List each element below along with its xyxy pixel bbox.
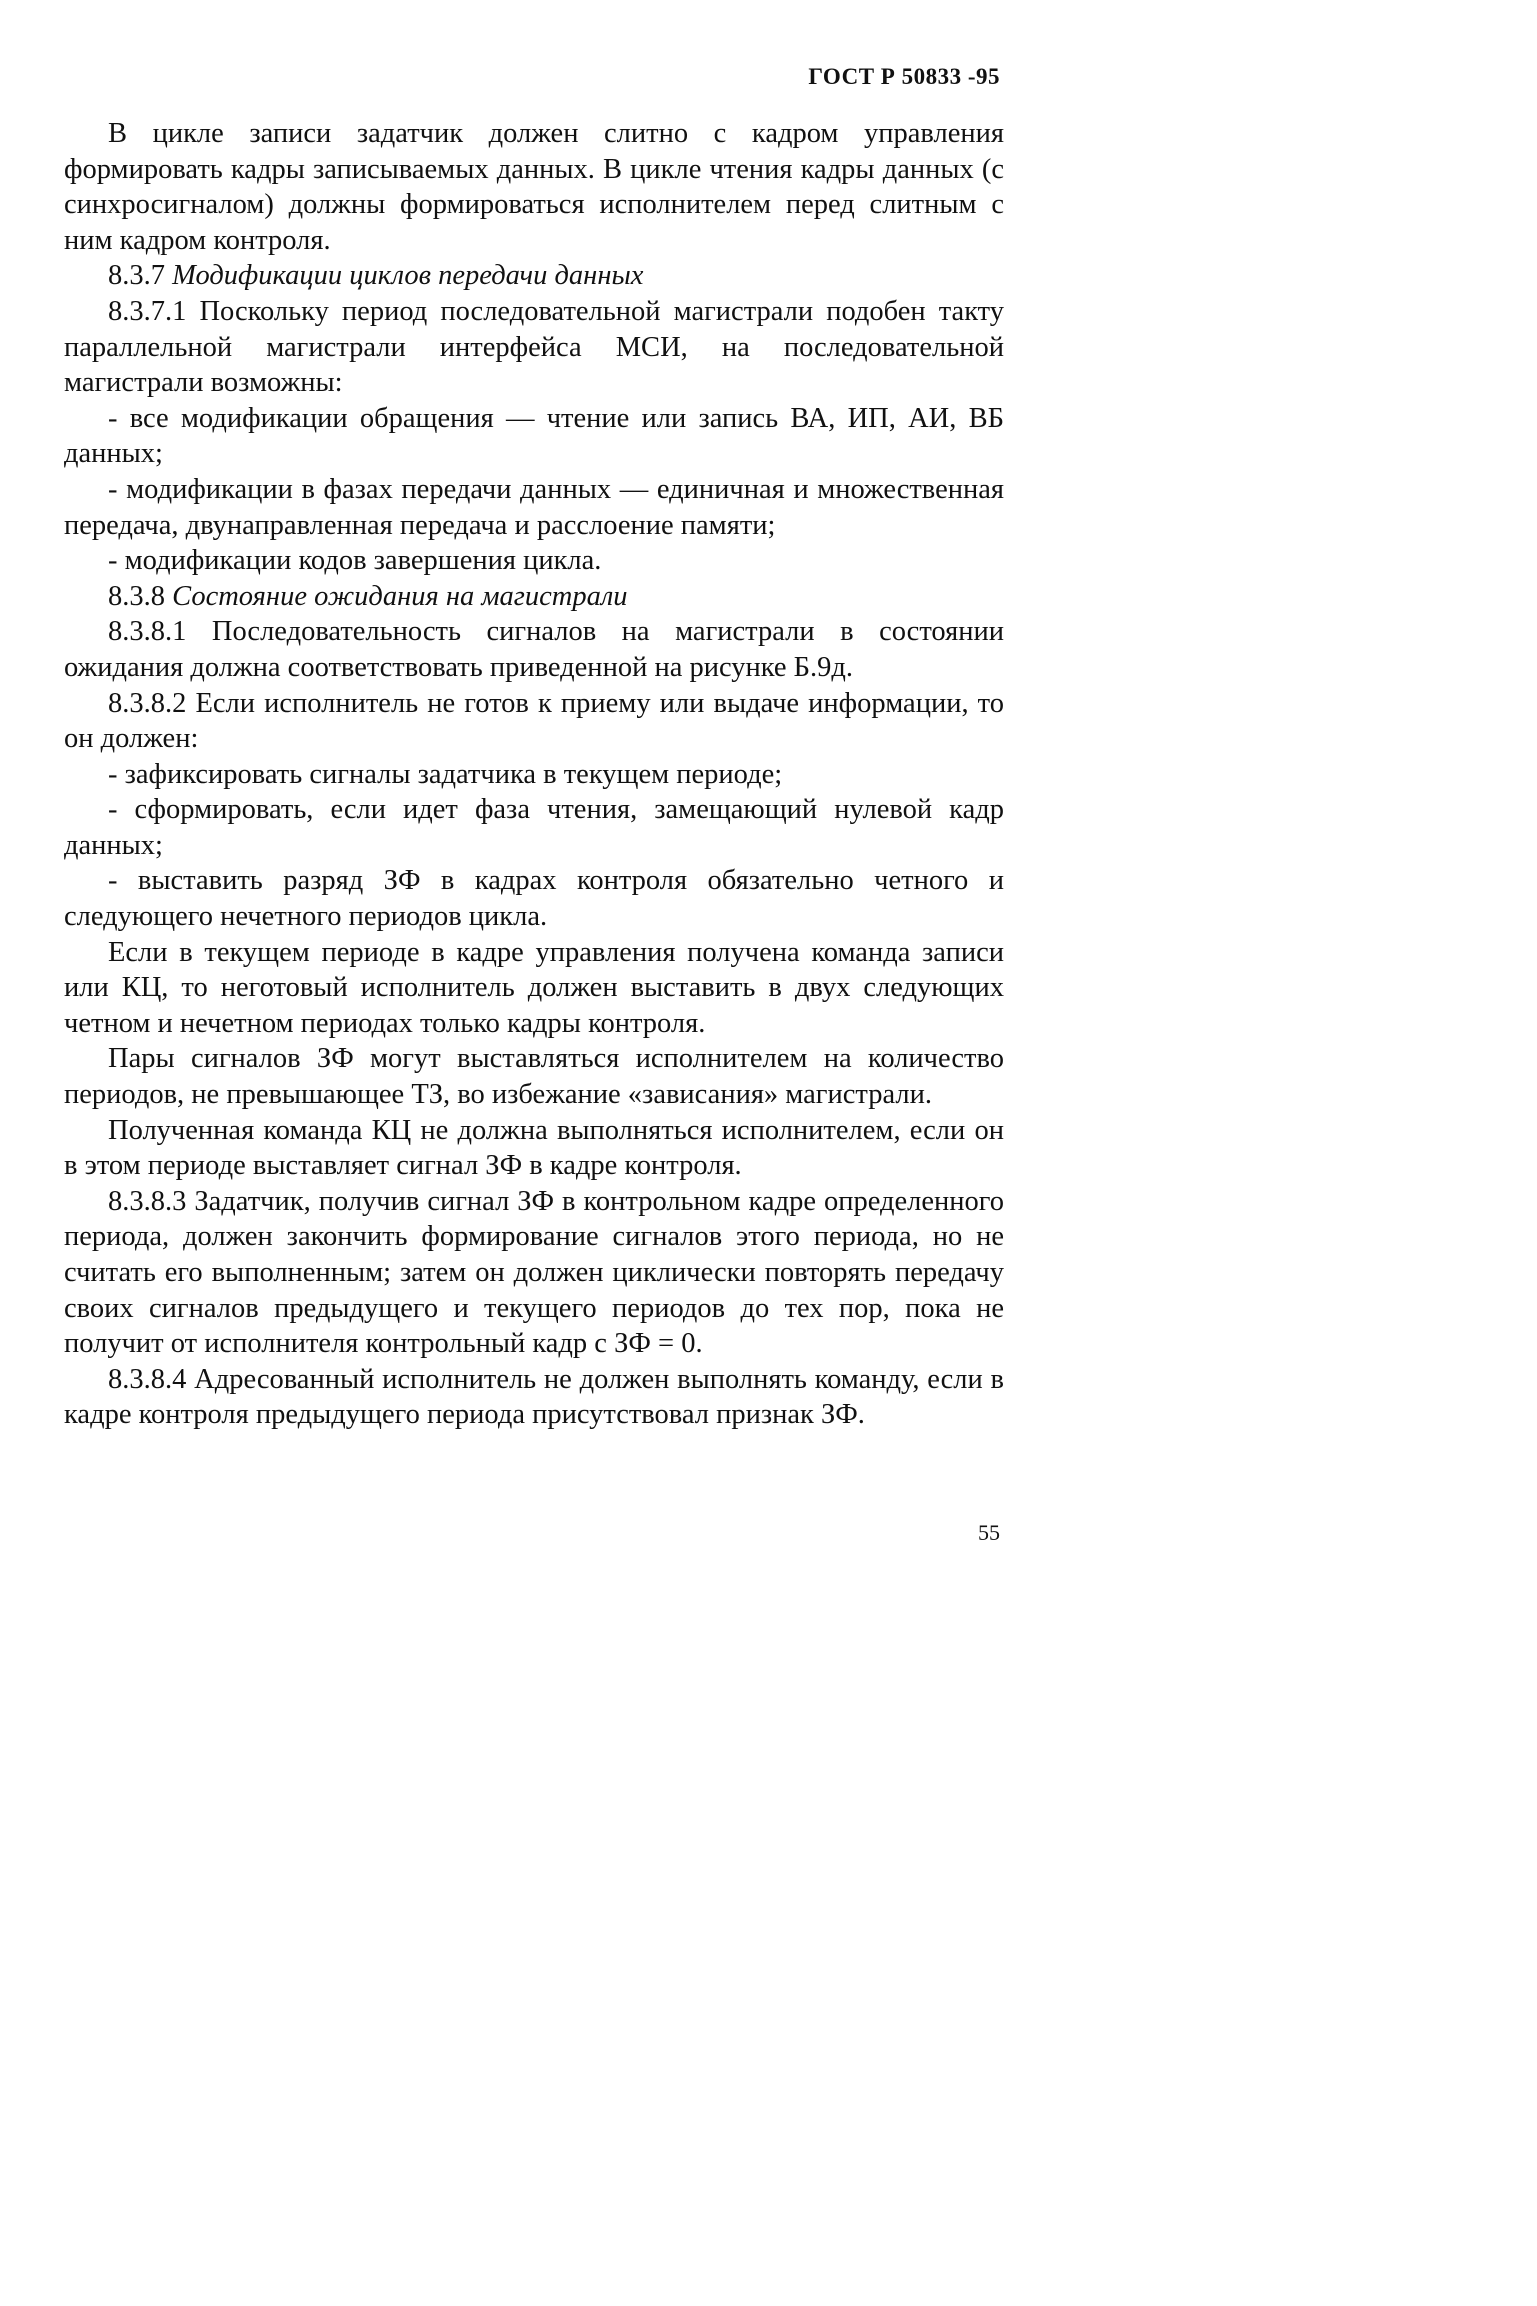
paragraph: 8.3.8.2 Если исполнитель не готов к приему или выдаче информации, то он должен: (64, 687, 1004, 755)
paragraph: В цикле записи задатчик должен слитно с кадром управления формировать кадры записываемых данных. В цикле чтения кадры данных (с синхросигналом) должны формироваться исполнителем перед слитным с ним кадром контроля. (64, 118, 1004, 256)
paragraph: 8.3.8.4 Адресованный исполнитель не должен выполнять команду, если в кадре контроля предыдущего периода присутствовал признак ЗФ. (64, 1363, 1004, 1431)
section-title: Состояние ожидания на магистрали (172, 580, 628, 612)
section-number: 8.3.8 (108, 580, 165, 612)
list-item: - зафиксировать сигналы задатчика в текущем периоде; (108, 758, 783, 790)
section-heading (64, 579, 1004, 615)
list-item: - сформировать, если идет фаза чтения, замещающий нулевой кадр данных; (64, 794, 1004, 861)
paragraph: 8.3.8.1 Последовательность сигналов на магистрали в состоянии ожидания должна соответствовать приведенной на рисунке Б.9д. (64, 616, 1004, 683)
document-page (0, 0, 1050, 1577)
list-item: - все модификации обращения — чтение или запись ВА, ИП, АИ, ВБ данных; (64, 402, 1004, 470)
document-header: ГОСТ Р 50833 -95 (808, 64, 1000, 89)
paragraph: Полученная команда КЦ не должна выполняться исполнителем, если он в этом периоде выставляет сигнал ЗФ в кадре контроля. (64, 1114, 1004, 1182)
section-title: Модификации циклов передачи данных (172, 260, 644, 292)
page-number: 55 (978, 1520, 1000, 1545)
list-item: - выставить разряд ЗФ в кадрах контроля обязательно четного и следующего нечетного периодов цикла. (64, 865, 1004, 933)
section-number: 8.3.7 (108, 260, 165, 292)
section-heading (64, 258, 1004, 294)
paragraph: Пары сигналов ЗФ могут выставляться исполнителем на количество периодов, не превышающее ТЗ, во избежание «зависания» магистрали. (64, 1043, 1004, 1111)
list-item: - модификации в фазах передачи данных — единичная и множественная передача, двунаправленная передача и расслоение памяти; (64, 473, 1004, 541)
paragraph: Если в текущем периоде в кадре управления получена команда записи или КЦ, то неготовый исполнитель должен выставить в двух следующих четном и нечетном периодах только кадры контроля. (64, 936, 1004, 1039)
paragraph: 8.3.7.1 Поскольку период последовательной магистрали подобен такту параллельной магистрали интерфейса МСИ, на последовательной магистрали возможны: (64, 295, 1004, 399)
document-body (64, 116, 1004, 1433)
list-item: - модификации кодов завершения цикла. (108, 545, 602, 577)
paragraph: 8.3.8.3 Задатчик, получив сигнал ЗФ в контрольном кадре определенного периода, должен закончить формирование сигналов этого периода, но не считать его выполненным; затем он должен циклически повторять передачу своих сигналов предыдущего и текущего периодов до тех пор, пока не получит от исполнителя контрольный кадр с ЗФ = 0. (64, 1185, 1004, 1360)
